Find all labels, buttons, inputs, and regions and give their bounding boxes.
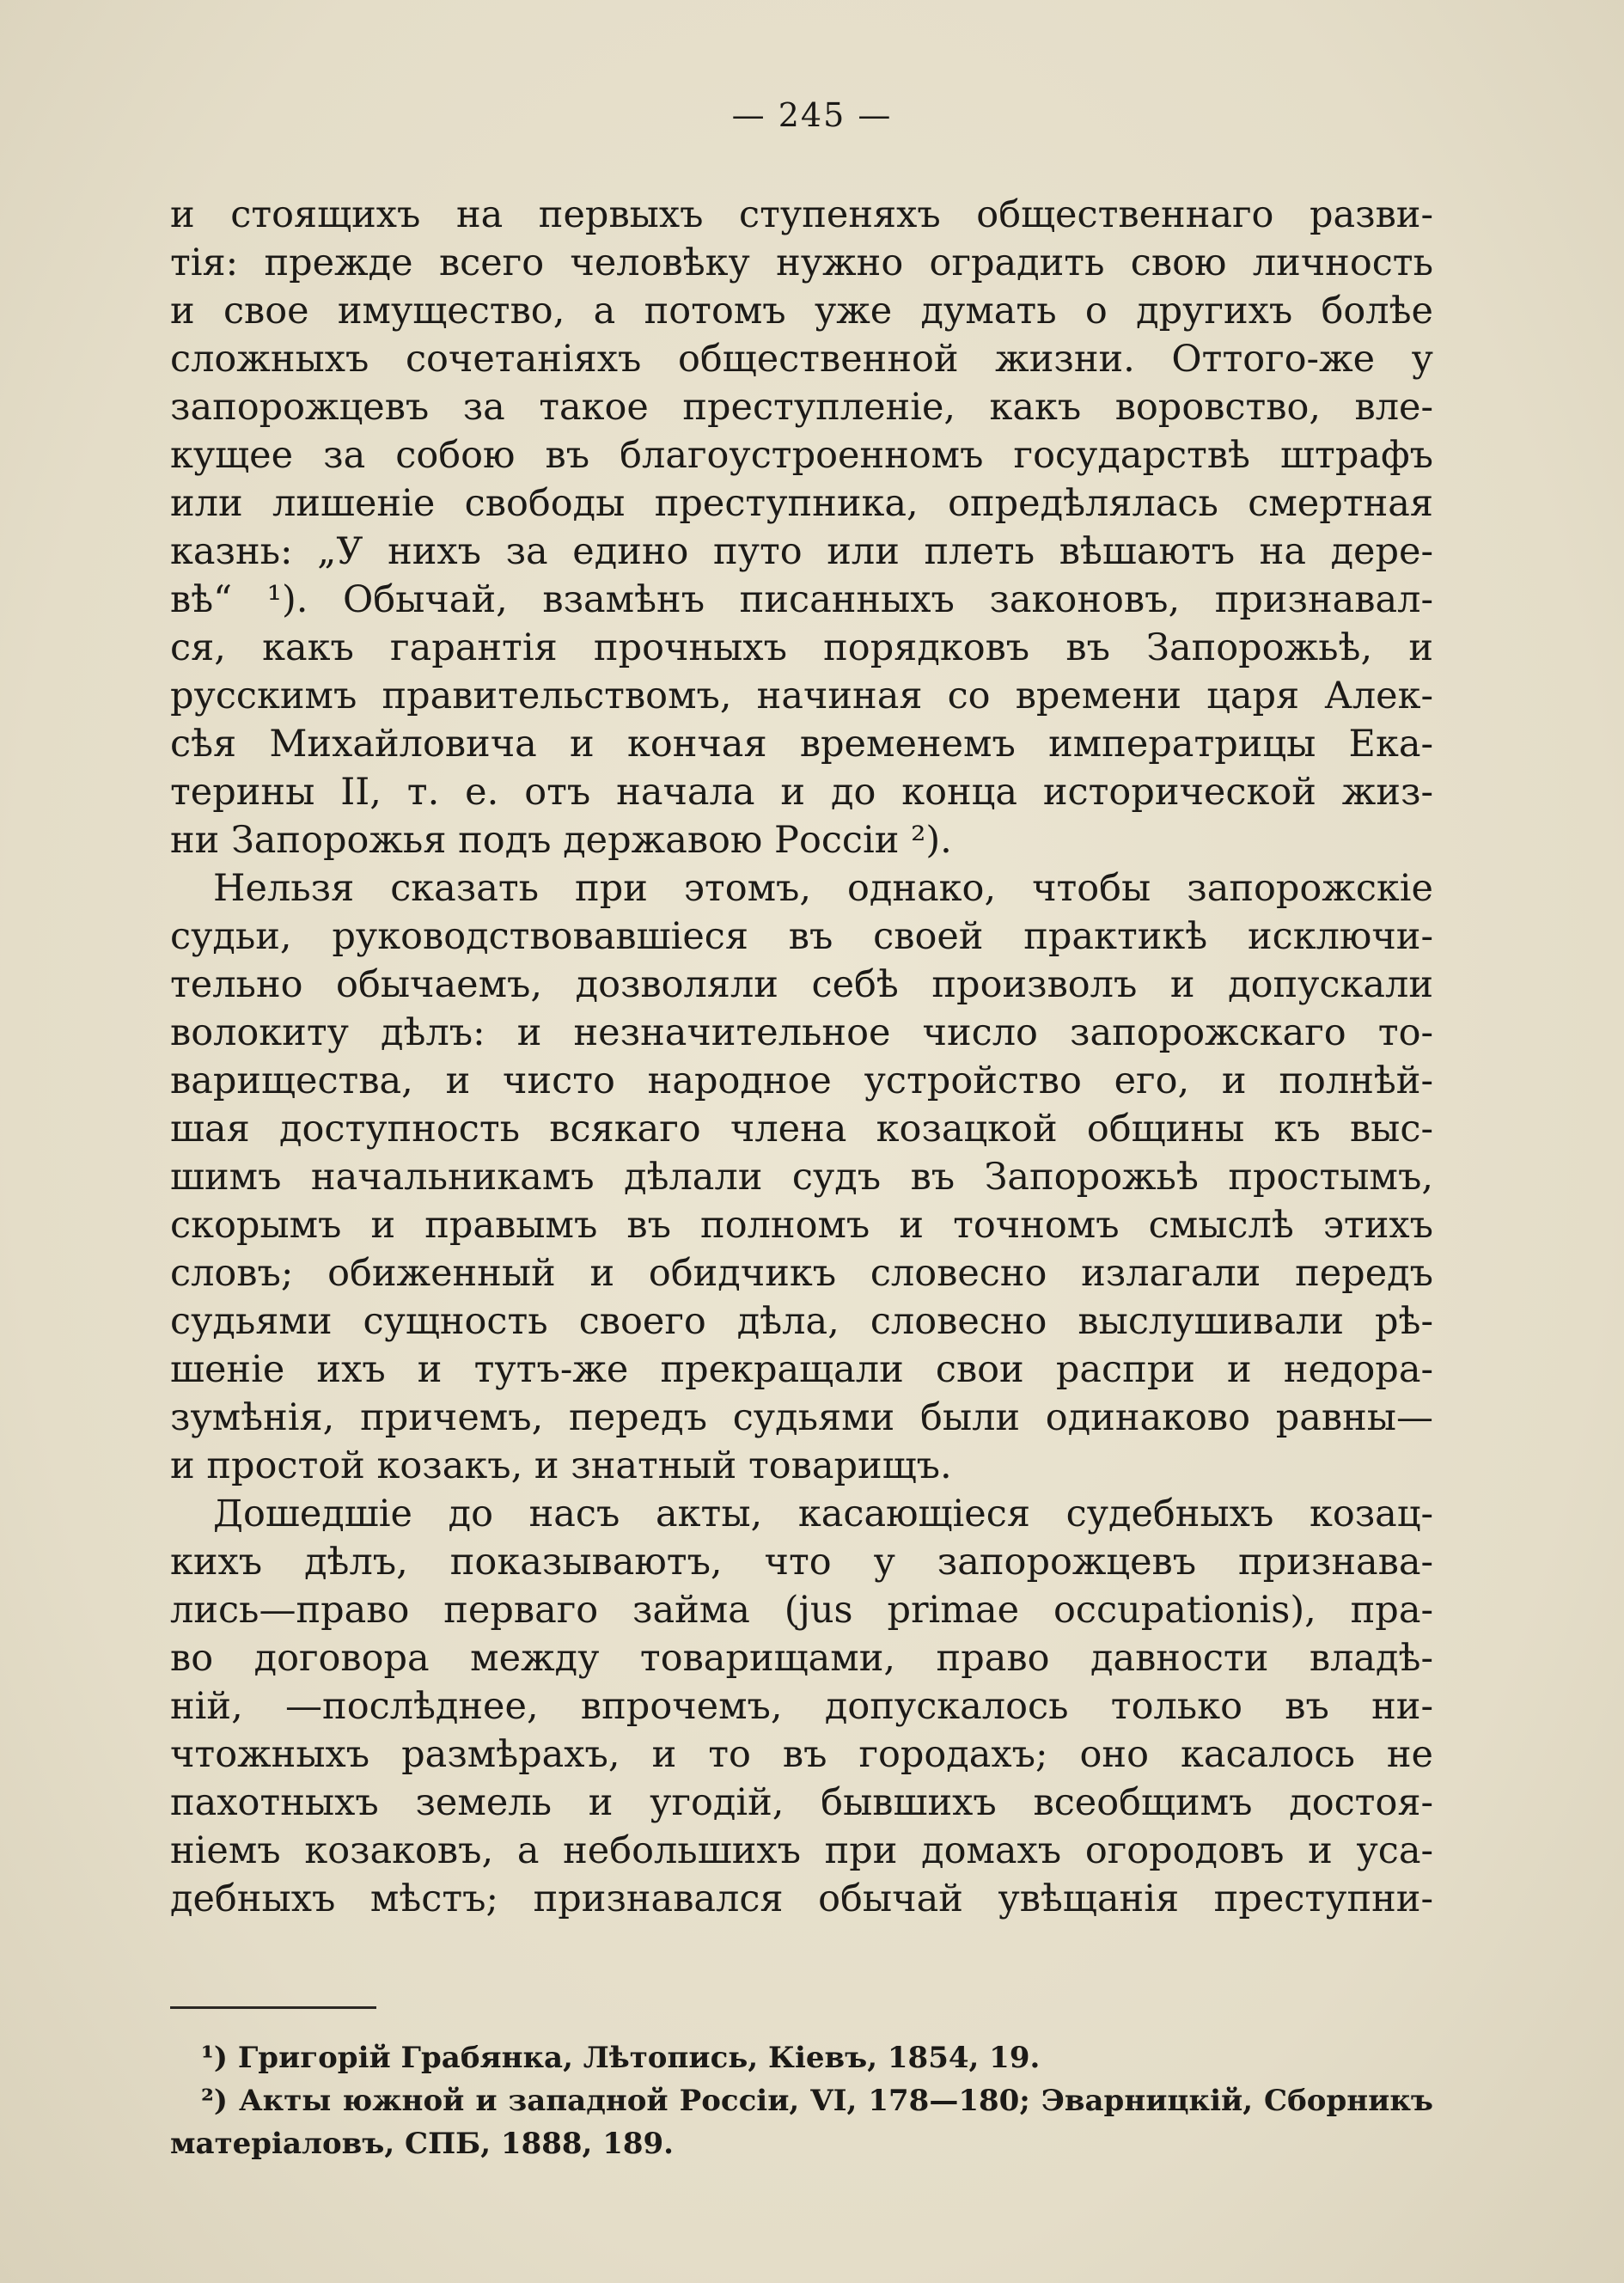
text-line: тія: прежде всего человѣку нужно оградить свою личность — [170, 241, 1433, 284]
text-line: и стоящихъ на первыхъ ступеняхъ общественнаго разви- — [170, 193, 1433, 236]
text-line: тельно обычаемъ, дозволяли себѣ произволъ и допускали — [170, 963, 1433, 1006]
text-line: ній, —послѣднее, впрочемъ, допускалось только въ ни- — [170, 1685, 1433, 1728]
footnote-2: ²) Акты южной и западной Россіи, VI, 178—180; Эварницкій, Сборникъ — [201, 2084, 1433, 2118]
footnote-2-continued: матеріаловъ, СПБ, 1888, 189. — [170, 2127, 675, 2161]
paragraph-start-line: Нельзя сказать при этомъ, однако, чтобы запорожскіе — [213, 867, 1433, 910]
paragraph-start-line: Дошедшіе до насъ акты, касающіеся судебныхъ козац- — [213, 1492, 1433, 1535]
footnote-1: ¹) Григорій Грабянка, Лѣтопись, Кіевъ, 1854, 19. — [201, 2041, 1041, 2075]
page-number: — 245 — — [731, 96, 893, 134]
text-line: казнь: „У нихъ за едино путо или плеть вѣшаютъ на дере- — [170, 530, 1433, 573]
text-line: русскимъ правительствомъ, начиная со времени царя Алек- — [170, 675, 1433, 717]
text-line: ся, какъ гарантія прочныхъ порядковъ въ Запорожьѣ, и — [170, 626, 1433, 669]
text-line: ніемъ козаковъ, а небольшихъ при домахъ огородовъ и уса- — [170, 1829, 1433, 1872]
text-line: сѣя Михайловича и кончая временемъ императрицы Ека- — [170, 723, 1433, 766]
text-line: чтожныхъ размѣрахъ, и то въ городахъ; оно касалось не — [170, 1733, 1433, 1776]
text-line: вѣ“ ¹). Обычай, взамѣнъ писанныхъ законовъ, признавал- — [170, 578, 1433, 621]
text-line: и свое имущество, а потомъ уже думать о другихъ болѣе — [170, 290, 1433, 333]
footnotes — [170, 2036, 1433, 2165]
text-line: во договора между товарищами, право давности владѣ- — [170, 1637, 1433, 1680]
text-line: дебныхъ мѣстъ; признавался обычай увѣщанія преступни- — [170, 1877, 1433, 1920]
text-line: шимъ начальникамъ дѣлали судъ въ Запорожьѣ простымъ, — [170, 1156, 1433, 1199]
paragraph-end-line: и простой козакъ, и знатный товарищъ. — [170, 1444, 952, 1487]
text-line: кущее за собою въ благоустроенномъ государствѣ штрафъ — [170, 434, 1433, 477]
text-line: или лишеніе свободы преступника, опредѣлялась смертная — [170, 482, 1433, 525]
text-line: запорожцевъ за такое преступленіе, какъ воровство, вле- — [170, 386, 1433, 429]
body-text — [170, 191, 1433, 1923]
text-line: скорымъ и правымъ въ полномъ и точномъ смыслѣ этихъ — [170, 1204, 1433, 1247]
footnote-divider — [170, 2006, 376, 2009]
paragraph-end-line: ни Запорожья подъ державою Россіи ²). — [170, 819, 952, 862]
text-line: терины II, т. е. отъ начала и до конца исторической жиз- — [170, 771, 1433, 814]
text-line: шеніе ихъ и тутъ-же прекращали свои распри и недора- — [170, 1348, 1433, 1391]
text-line: судьи, руководствовавшіеся въ своей практикѣ исключи- — [170, 915, 1433, 958]
text-line: зумѣнія, причемъ, передъ судьями были одинаково равны— — [170, 1396, 1433, 1439]
text-line: судьями сущность своего дѣла, словесно выслушивали рѣ- — [170, 1300, 1433, 1343]
text-line: варищества, и чисто народное устройство его, и полнѣй- — [170, 1059, 1433, 1102]
text-line: волокиту дѣлъ: и незначительное число запорожскаго то- — [170, 1011, 1433, 1054]
text-line: шая доступность всякаго члена козацкой общины къ выс- — [170, 1108, 1433, 1151]
text-line: пахотныхъ земель и угодій, бывшихъ всеобщимъ достоя- — [170, 1781, 1433, 1824]
text-line: словъ; обиженный и обидчикъ словесно излагали передъ — [170, 1252, 1433, 1295]
text-line: лись—право перваго займа (jus primae occupationis), пра- — [170, 1589, 1433, 1632]
text-line: кихъ дѣлъ, показываютъ, что у запорожцевъ признава- — [170, 1541, 1433, 1584]
text-line: сложныхъ сочетаніяхъ общественной жизни. Оттого-же у — [170, 338, 1433, 381]
